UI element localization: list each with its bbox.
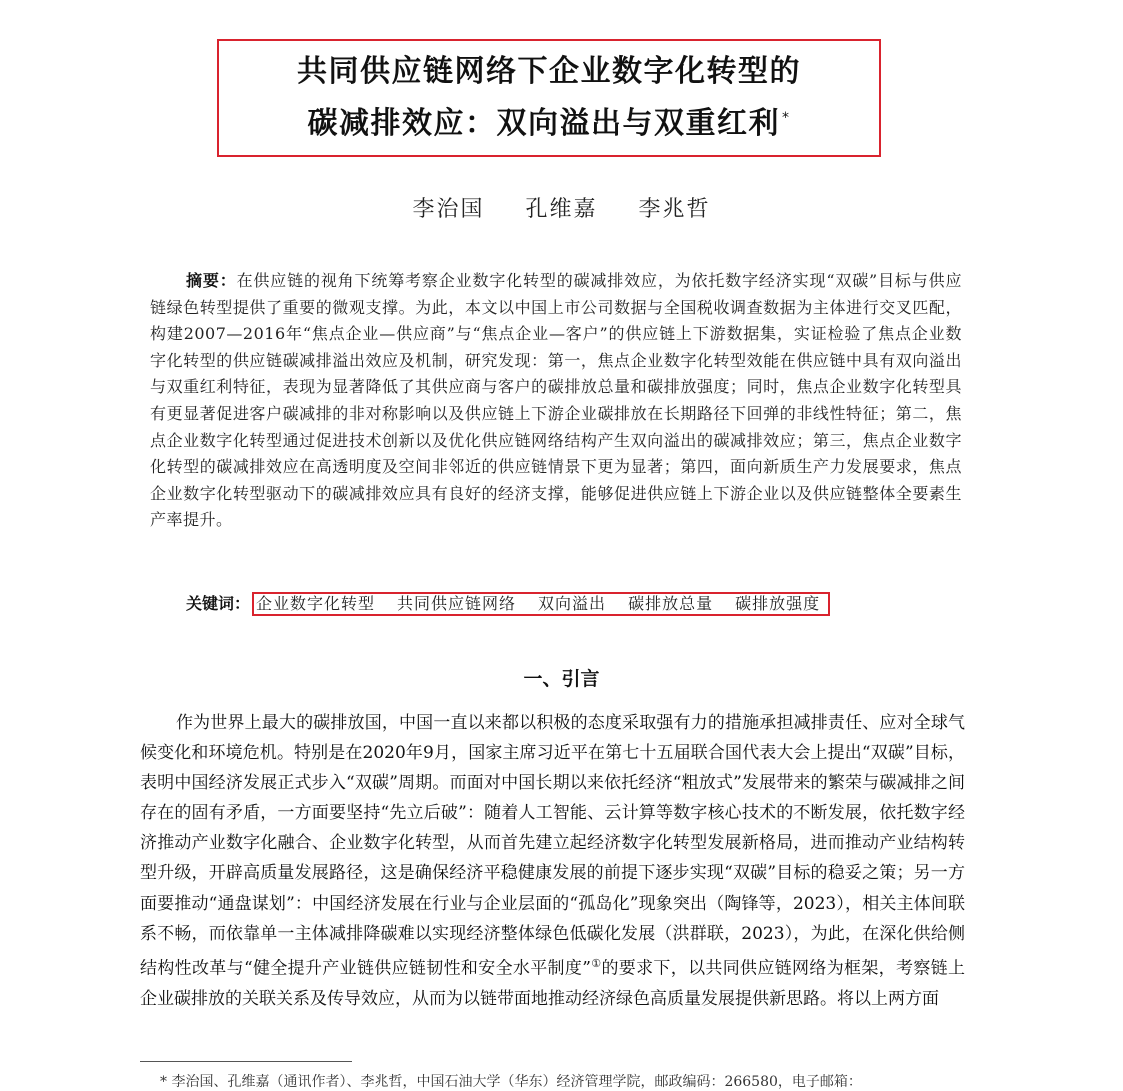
keyword: 企业数字化转型 xyxy=(256,594,376,613)
author-list xyxy=(0,192,1123,223)
author-name: 孔维嘉 xyxy=(525,197,598,222)
keyword: 双向溢出 xyxy=(538,594,607,613)
footnote-reference[interactable]: ① xyxy=(590,956,602,970)
keywords-line xyxy=(186,592,830,616)
title-highlight-box xyxy=(217,39,881,157)
keywords-highlight-box xyxy=(252,592,830,616)
keywords-label: 关键词： xyxy=(186,594,251,613)
section-heading-introduction: 一、引言 xyxy=(523,668,600,690)
abstract-label: 摘要： xyxy=(186,271,237,290)
paper-title-line-2 xyxy=(308,95,791,147)
footnote-divider xyxy=(140,1061,352,1062)
keyword: 共同供应链网络 xyxy=(397,594,517,613)
author-name: 李兆哲 xyxy=(638,197,711,222)
introduction-text: 作为世界上最大的碳排放国，中国一直以来都以积极的态度采取强有力的措施承担减排责任、应对全球气候变化和环境危机。特别是在2020年9月，国家主席习近平在第七十五届联合国代表大会上提出“双碳”目标，表明中国经济发展正式步入“双碳”周期。而面对中国长期以来依托经济“粗放式”发展带来的繁荣与碳减排之间存在的固有矛盾，一方面要坚持“先立后破”：随着人工智能、云计算等数字核心技术的不断发展，依托数字经济推动产业数字化融合、企业数字化转型，从而首先建立起经济数字化转型发展新格局，进而推动产业结构转型升级，开辟高质量发展路径，这是确保经济平稳健康发展的前提下逐步实现“双碳”目标的稳妥之策；另一方面要推动“通盘谋划”：中国经济发展在行业与企业层面的“孤岛化”现象突出（陶锋等，2023），相关主体间联系不畅，而依靠单一主体减排降碳难以实现经济整体绿色低碳化发展（洪群联，2023），为此，在深化供给侧结构性改革与“健全提升产业链供应链韧性和安全水平制度” xyxy=(140,713,965,979)
title-footnote-mark: * xyxy=(782,110,791,126)
abstract xyxy=(150,268,962,534)
introduction-text-tail: 的要求下，以共同供应链网络为框架，考察链上企业碳排放的关联关系及传导效应，从而为以链带面地推动经济绿色高质量发展提供新思路。将以上两方面 xyxy=(140,958,965,1009)
introduction-paragraph xyxy=(140,708,965,1014)
author-footnote: * 李治国、孔维嘉（通讯作者）、李兆哲，中国石油大学（华东）经济管理学院，邮政编码：266580，电子邮箱： xyxy=(160,1074,862,1090)
author-name: 李治国 xyxy=(412,197,485,222)
paper-title-line-2-text: 碳减排效应：双向溢出与双重红利 xyxy=(307,106,780,141)
paper-title-line-1: 共同供应链网络下企业数字化转型的 xyxy=(297,54,801,89)
keyword: 碳排放总量 xyxy=(628,594,714,613)
keyword: 碳排放强度 xyxy=(735,594,821,613)
abstract-text: 在供应链的视角下统筹考察企业数字化转型的碳减排效应，为依托数字经济实现“双碳”目标与供应链绿色转型提供了重要的微观支撑。为此，本文以中国上市公司数据与全国税收调查数据为主体进行交叉匹配，构建2007—2016年“焦点企业—供应商”与“焦点企业—客户”的供应链上下游数据集，实证检验了焦点企业数字化转型的供应链碳减排溢出效应及机制，研究发现：第一，焦点企业数字化转型效能在供应链中具有双向溢出与双重红利特征，表现为显著降低了其供应商与客户的碳排放总量和碳排放强度；同时，焦点企业数字化转型具有更显著促进客户碳减排的非对称影响以及供应链上下游企业碳排放在长期路径下回弹的非线性特征；第二，焦点企业数字化转型通过促进技术创新以及优化供应链网络结构产生双向溢出的碳减排效应；第三，焦点企业数字化转型的碳减排效应在高透明度及空间非邻近的供应链情景下更为显著；第四，面向新质生产力发展要求，焦点企业数字化转型驱动下的碳减排效应具有良好的经济支撑，能够促进供应链上下游企业以及供应链整体全要素生产率提升。 xyxy=(150,271,962,530)
